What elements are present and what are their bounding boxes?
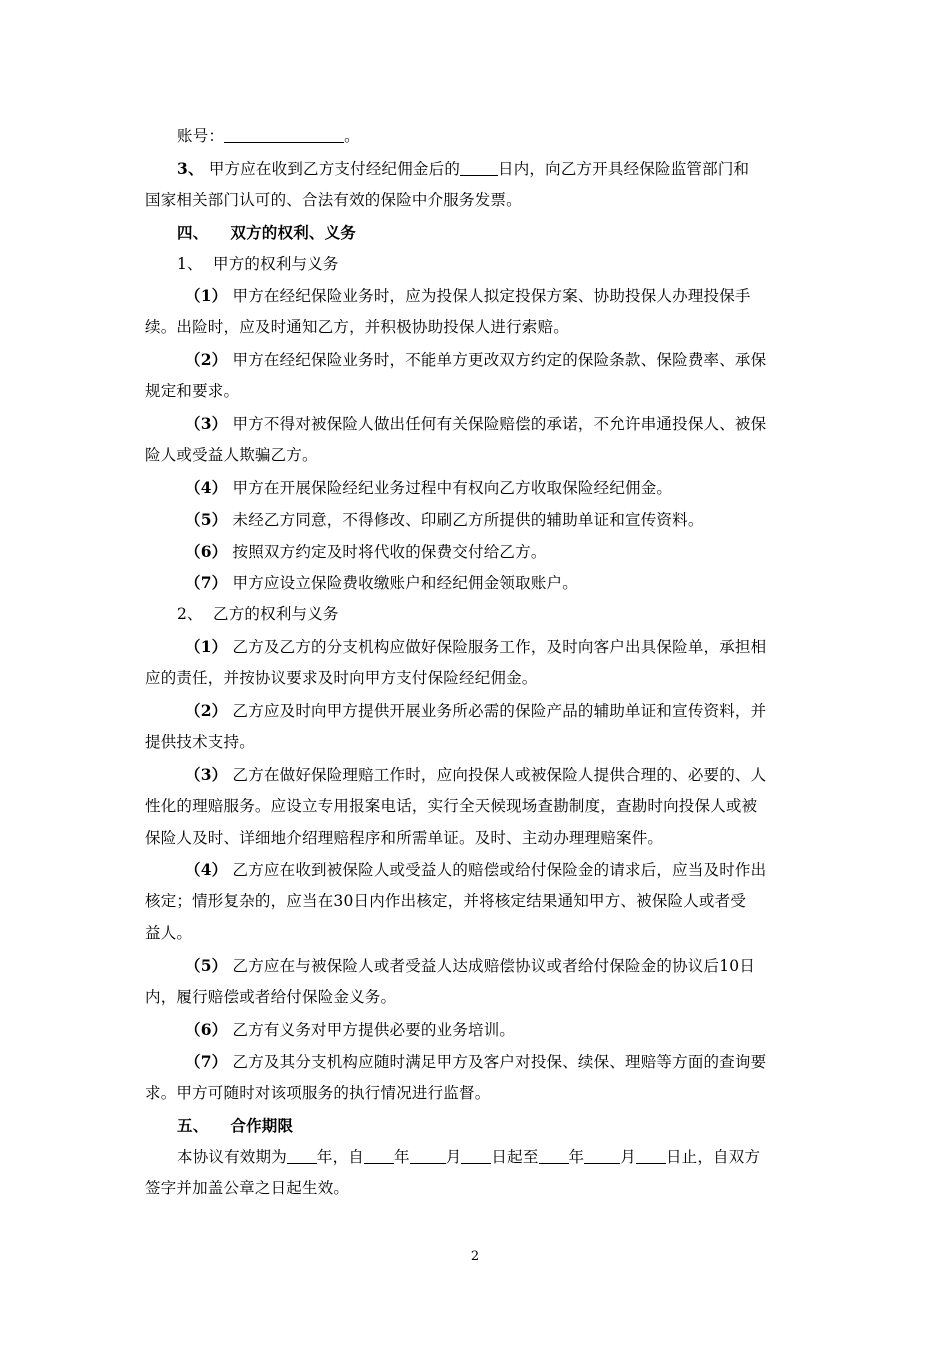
item-b6-number: （6） [185,1019,228,1039]
item-a6 [145,536,805,568]
account-end: 。 [344,127,360,145]
item-a2-number: （2） [185,350,228,370]
section-5-number: 五、 [177,1115,209,1135]
item-a2 [145,344,805,376]
item-a5-number: （5） [185,509,228,529]
term-text-c: 年 [394,1147,410,1166]
clause-3-continued: 国家相关部门认可的、合法有效的保险中介服务发票。 [145,190,522,209]
item-b3 [145,759,805,791]
item-a5 [145,504,805,536]
item-b7 [145,1046,805,1078]
term-blank-start-month [410,1145,446,1164]
item-b3-text: 乙方在做好保险理赔工作时，应向投保人或被保险人提供合理的、必要的、人 [227,765,767,784]
document-body [145,121,805,1205]
item-b5-number: （5） [185,956,228,976]
days-blank [460,157,498,176]
item-a4-number: （4） [185,477,228,497]
term-blank-end-month [584,1145,620,1164]
item-b3-continued-2: 保险人及时、详细地介绍理赔程序和所需单证。及时、主动办理理赔案件。 [145,828,664,847]
clause-3 [145,153,805,185]
term-blank-start-year [364,1145,394,1164]
item-b1-continued: 应的责任，并按协议要求及时向甲方支付保险经纪佣金。 [145,669,538,688]
item-b4-text: 乙方应在收到被保险人或受益人的赔偿或给付保险金的请求后，应当及时作出 [227,861,767,880]
term-blank-end-year [539,1145,569,1164]
section-4-title: 双方的权利、义务 [230,222,357,242]
subsection-2-heading: 2、 乙方的权利与义务 [177,605,339,624]
account-line [145,121,805,153]
account-label: 账号： [177,127,225,145]
term-blank-years [287,1145,317,1164]
term-continued: 签字并加盖公章之日起生效。 [145,1179,350,1198]
item-b5-continued: 内，履行赔偿或者给付保险金义务。 [145,988,397,1007]
item-b2 [145,695,805,727]
section-4-heading [145,217,805,249]
item-a3-text: 甲方不得对被保险人做出任何有关保险赔偿的承诺，不允许串通投保人、被保 [227,415,767,434]
item-a3-continued: 险人或受益人欺骗乙方。 [145,445,318,464]
item-b7-number: （7） [185,1051,228,1071]
term-line [145,1142,805,1174]
item-b6-text: 乙方有义务对甲方提供必要的业务培训。 [227,1020,516,1039]
clause-3-text-b: 日内，向乙方开具经保险监管部门和 [498,159,750,178]
item-b4-number: （4） [185,860,228,880]
item-a7 [145,567,805,599]
item-b4-continued-2: 益人。 [145,924,193,943]
item-a1 [145,280,805,312]
item-b6 [145,1014,805,1046]
section-4-number: 四、 [177,222,209,242]
clause-3-number: 3、 [177,158,204,178]
section-5-title: 合作期限 [230,1115,294,1135]
item-b3-continued-1: 性化的理赔服务。应设立专用报案电话，实行全天候现场查勘制度，查勘时向投保人或被 [145,796,758,815]
item-b1-text: 乙方及乙方的分支机构应做好保险服务工作，及时向客户出具保险单，承担相 [227,638,767,657]
section-5-heading [145,1110,805,1142]
item-a3 [145,408,805,440]
item-a6-number: （6） [185,541,228,561]
item-b5-text: 乙方应在与被保险人或者受益人达成赔偿协议或者给付保险金的协议后10日 [227,957,756,976]
subsection-1-heading: 1、 甲方的权利与义务 [177,254,339,273]
term-text-d: 月 [445,1147,462,1166]
item-b7-text: 乙方及其分支机构应随时满足甲方及客户对投保、续保、理赔等方面的查询要 [227,1052,767,1071]
item-a2-text: 甲方在经纪保险业务时，不能单方更改双方约定的保险条款、保险费率、承保 [227,351,767,370]
item-b1-number: （1） [185,637,228,657]
item-b2-number: （2） [185,701,228,721]
item-a1-text: 甲方在经纪保险业务时，应为投保人拟定投保方案、协助投保人办理投保手 [227,287,751,306]
page-number: 2 [470,1249,480,1264]
item-a6-text: 按照双方约定及时将代收的保费交付给乙方。 [227,542,547,561]
item-b2-continued: 提供技术支持。 [145,732,255,751]
term-text-g: 月 [620,1147,636,1166]
term-blank-start-day [461,1145,491,1164]
item-b5 [145,950,805,982]
item-a7-text: 甲方应设立保险费收缴账户和经纪佣金领取账户。 [227,574,578,593]
item-b2-text: 乙方应及时向甲方提供开展业务所必需的保险产品的辅助单证和宣传资料，并 [227,702,767,721]
account-blank [224,124,344,143]
item-a7-number: （7） [185,573,228,593]
term-text-e: 日起至 [491,1147,539,1166]
item-a2-continued: 规定和要求。 [145,382,240,401]
item-b3-number: （3） [185,764,228,784]
clause-3-text-a: 甲方应在收到乙方支付经纪佣金后的 [203,159,461,178]
item-b1 [145,631,805,663]
item-a1-number: （1） [185,286,228,306]
term-text-h: 日止，自双方 [665,1147,761,1166]
item-b7-continued: 求。甲方可随时对该项服务的执行情况进行监督。 [145,1083,491,1102]
item-b4-continued-1: 核定；情形复杂的，应当在30日内作出核定，并将核定结果通知甲方、被保险人或者受 [145,892,747,911]
item-b4 [145,854,805,886]
item-a3-number: （3） [185,414,228,434]
item-a4 [145,472,805,504]
item-a4-text: 甲方在开展保险经纪业务过程中有权向乙方收取保险经纪佣金。 [227,478,673,497]
term-text-f: 年 [568,1147,585,1166]
term-blank-end-day [636,1145,666,1164]
term-text-b: 年，自 [316,1147,365,1166]
term-text-a: 本协议有效期为 [177,1147,287,1166]
item-a5-text: 未经乙方同意，不得修改、印刷乙方所提供的辅助单证和宣传资料。 [227,510,704,529]
item-a1-continued: 续。出险时，应及时通知乙方，并积极协助投保人进行索赔。 [145,318,569,337]
